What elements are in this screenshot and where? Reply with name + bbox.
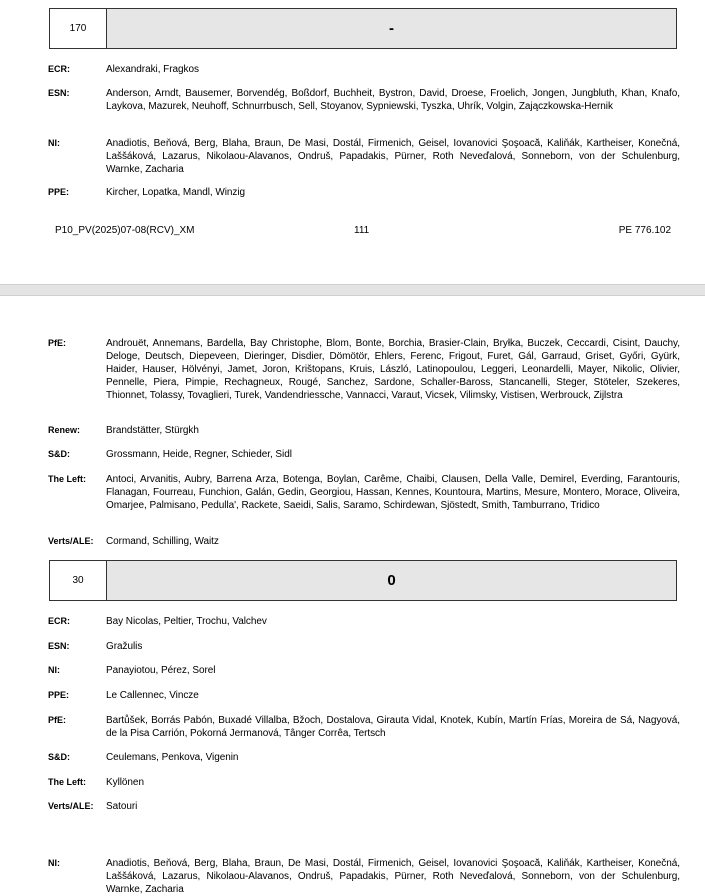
group-label: PfE:	[48, 338, 66, 348]
group-row-renew	[48, 424, 680, 437]
group-row-ppe	[48, 689, 680, 702]
group-label: NI:	[48, 858, 60, 868]
group-members: Anadiotis, Beňová, Berg, Blaha, Braun, De Masi, Dostál, Firmenich, Geisel, Iovanovici Şoşoacă, Kaliňák, Kartheiser, Konečná, Laššáková, Lazarus, Nikolaou-Alavanos, Ondruš, Papadakis, Pürner, Roth Neveďalová, Sonneborn, von der Schulenburg, Warnke, Zacharia	[106, 858, 680, 895]
vote-result-header-against	[49, 8, 677, 49]
group-label: ECR:	[48, 616, 70, 626]
group-row-sd	[48, 751, 680, 764]
group-members: Kyllönen	[106, 777, 144, 788]
group-label: PfE:	[48, 715, 66, 725]
group-members: Kircher, Lopatka, Mandl, Winzig	[106, 187, 246, 198]
group-row-verts-ale	[48, 535, 680, 548]
group-members: Le Callennec, Vincze	[106, 690, 199, 701]
group-row-ni	[48, 664, 680, 677]
document-reference: P10_PV(2025)07-08(RCV)_XM	[55, 225, 195, 236]
group-row-the-left	[48, 776, 680, 789]
group-members: Bay Nicolas, Peltier, Trochu, Valchev	[106, 616, 267, 627]
group-label: ESN:	[48, 88, 70, 98]
group-members: Alexandraki, Fragkos	[106, 64, 199, 75]
group-members: Antoci, Arvanitis, Aubry, Barrena Arza, Botenga, Boylan, Carême, Chaibi, Clausen, Della Valle, Demirel, Everding, Farantouris, Flanagan, Fourreau, Funchion, Galán, Gedin, Georgiou, Hassan, Kennes, Kountoura, Martins, Mesure, Montero, Morace, Oliveira, Omarjee, Palmisano, Pedulla', Rackete, Saeidi, Salis, Saramo, Schirdewan, Sjöstedt, Smith, Tamburrano, Tridico	[106, 474, 680, 511]
group-label: NI:	[48, 665, 60, 675]
group-row-verts-ale	[48, 800, 680, 813]
group-row-ni	[48, 137, 680, 176]
vote-count: 170	[50, 9, 107, 48]
vote-result-header-abstention	[49, 560, 677, 601]
document-page-1	[0, 0, 705, 284]
group-row-sd	[48, 448, 680, 461]
group-row-ecr	[48, 615, 680, 628]
page-number: 111	[354, 225, 370, 236]
vote-count: 30	[50, 561, 107, 600]
group-members: Panayiotou, Pérez, Sorel	[106, 665, 216, 676]
group-members: Satouri	[106, 801, 138, 812]
document-page-2	[0, 296, 705, 895]
group-label: PPE:	[48, 187, 70, 197]
group-members: Anadiotis, Beňová, Berg, Blaha, Braun, De Masi, Dostál, Firmenich, Geisel, Iovanovici Şoşoacă, Kaliňák, Kartheiser, Konečná, Laššáková, Lazarus, Nikolaou-Alavanos, Ondruš, Papadakis, Pürner, Roth Neveďalová, Sonneborn, von der Schulenburg, Warnke, Zacharia	[106, 138, 680, 175]
page-footer	[55, 225, 671, 239]
group-members: Brandstätter, Stürgkh	[106, 425, 199, 436]
group-row-ppe	[48, 186, 680, 199]
group-label: The Left:	[48, 777, 86, 787]
group-row-ecr	[48, 63, 680, 76]
group-row-esn	[48, 640, 680, 653]
group-row-the-left	[48, 473, 680, 512]
group-members: Ceulemans, Penkova, Vigenin	[106, 752, 239, 763]
group-label: S&D:	[48, 752, 70, 762]
pe-number: PE 776.102	[618, 225, 671, 236]
group-members: Grossmann, Heide, Regner, Schieder, Sidl	[106, 449, 292, 460]
group-label: S&D:	[48, 449, 70, 459]
group-members: Androuët, Annemans, Bardella, Bay Christophe, Blom, Bonte, Borchia, Brasier-Clain, Bryłka, Buczek, Ceccardi, Cisint, Dauchy, Deloge, Deutsch, Diepeveen, Dieringer, Disdier, Dömötör, Ehlers, Ferenc, Frigout, Furet, Gál, Garraud, Griset, Győri, Gyürk, Haider, Hauser, Hölvényi, Jamet, Joron, Krištopans, Kruis, László, Latinopoulou, Leggeri, Leonardelli, Mayer, Nikolic, Olivier, Pennelle, Piera, Pimpie, Rechagneux, Rougé, Sanchez, Sardone, Schaller-Baross, Stancanelli, Steger, Stöteler, Szekeres, Thionnet, Tolassy, Tovaglieri, Turek, Vandendriessche, Vannacci, Varaut, Vicsek, Vilimsky, Vistisen, Werbrouck, Zijlstra	[106, 338, 680, 401]
group-label: Verts/ALE:	[48, 536, 94, 546]
group-label: ESN:	[48, 641, 70, 651]
group-members: Cormand, Schilling, Waitz	[106, 536, 219, 547]
group-row-esn	[48, 87, 680, 113]
vote-symbol: 0	[107, 561, 676, 600]
group-label: ECR:	[48, 64, 70, 74]
group-label: PPE:	[48, 690, 70, 700]
group-label: NI:	[48, 138, 60, 148]
group-label: The Left:	[48, 474, 86, 484]
group-label: Verts/ALE:	[48, 801, 94, 811]
group-row-pfe	[48, 714, 680, 740]
vote-symbol: -	[107, 9, 676, 48]
group-row-pfe	[48, 337, 680, 402]
group-row-ni	[48, 857, 680, 896]
group-members: Anderson, Arndt, Bausemer, Borvendég, Boßdorf, Buchheit, Bystron, David, Droese, Froelich, Jongen, Jungbluth, Khan, Knafo, Laykova, Mazurek, Neuhoff, Schnurrbusch, Sell, Stoyanov, Sypniewski, Tyszka, Uhrík, Volgin, Zajączkowska-Hernik	[106, 88, 680, 112]
group-members: Gražulis	[106, 641, 143, 652]
group-label: Renew:	[48, 425, 81, 435]
group-members: Bartůšek, Borrás Pabón, Buxadé Villalba, Bžoch, Dostalova, Girauta Vidal, Knotek, Kubín, Martín Frías, Moreira de Sá, Nagyová, de la Pisa Carrión, Pokorná Jermanová, Tânger Corrêa, Tertsch	[106, 715, 680, 739]
page-separator	[0, 284, 705, 296]
